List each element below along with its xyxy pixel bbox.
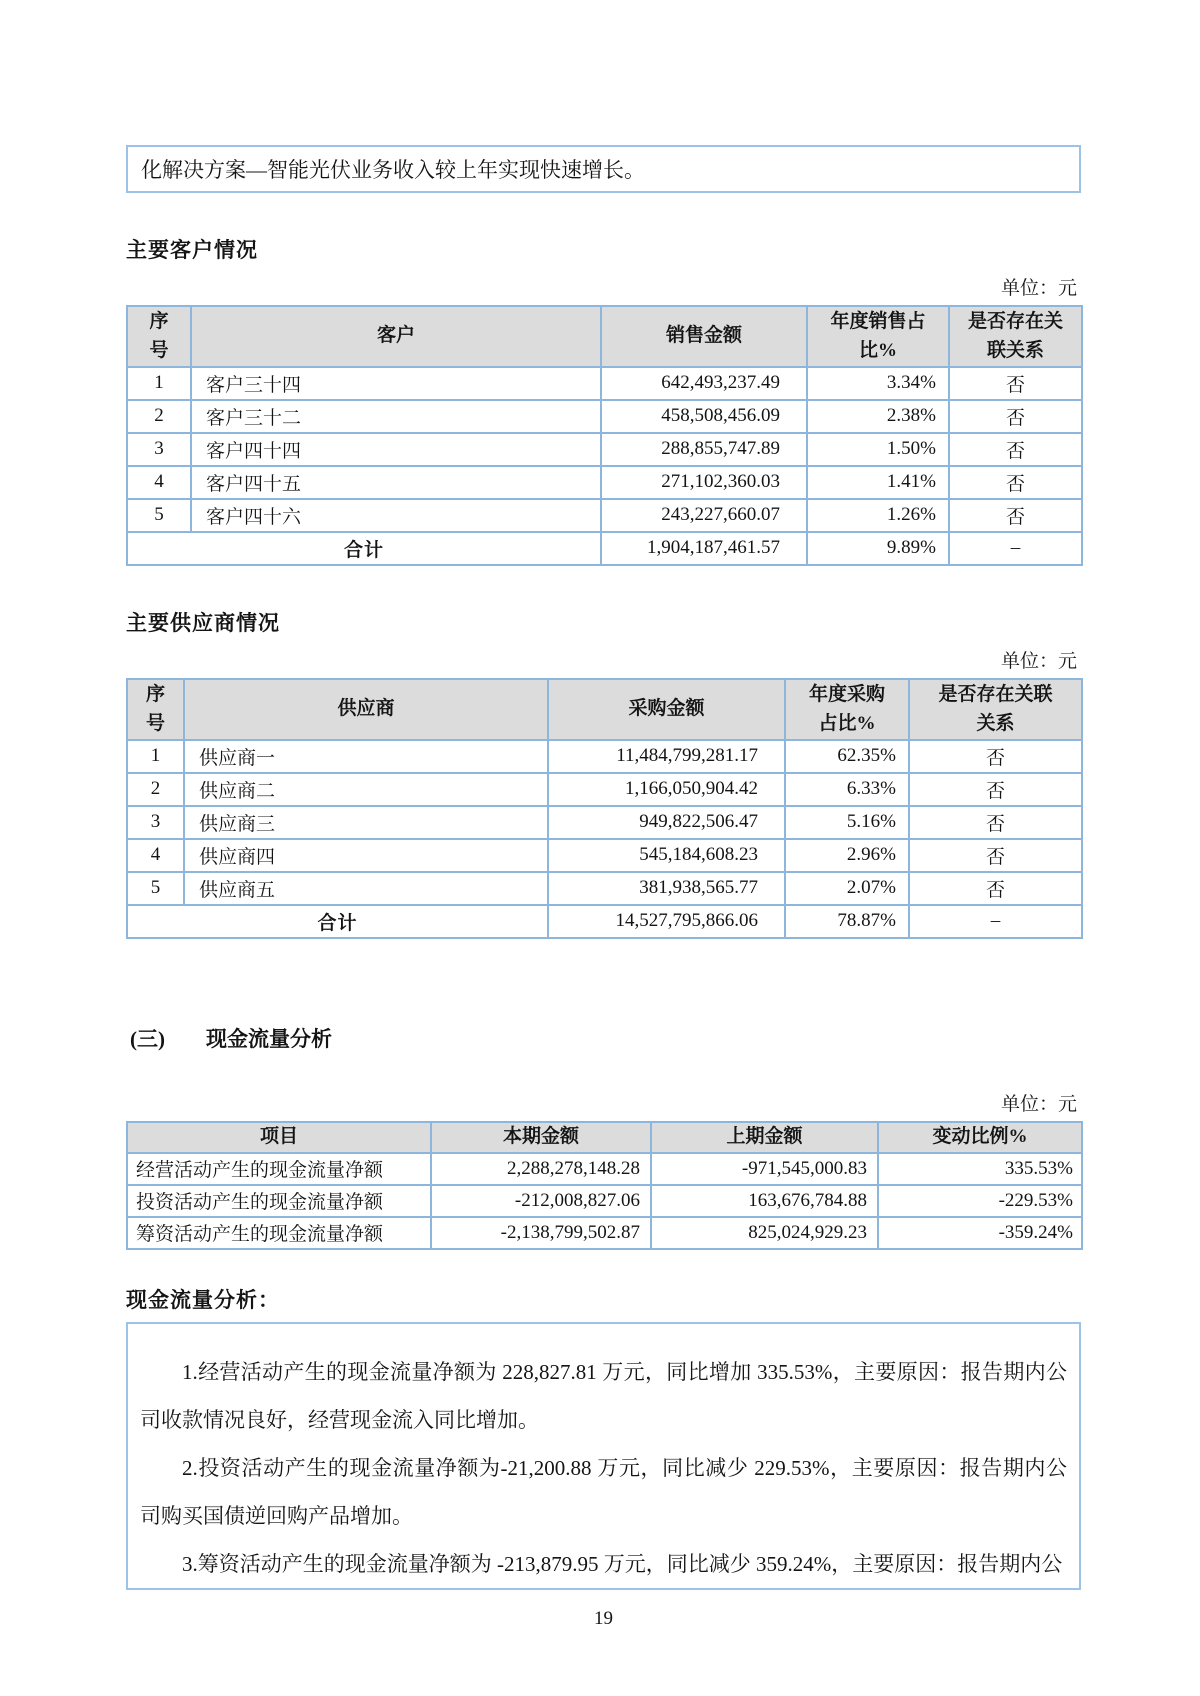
cell-amount: 381,938,565.77 (548, 872, 785, 905)
cell-no: 5 (127, 872, 184, 905)
suppliers-total-row (127, 905, 1082, 938)
cell-amount: 949,822,506.47 (548, 806, 785, 839)
cell-pct: 1.26% (807, 499, 949, 532)
total-label: 合计 (127, 532, 601, 565)
cell-no: 5 (127, 499, 191, 532)
cell-related: 否 (949, 433, 1082, 466)
cell-pct: 3.34% (807, 367, 949, 400)
column-header-item: 项目 (127, 1122, 431, 1153)
analysis-box (126, 1322, 1081, 1590)
cell-customer: 客户三十四 (191, 367, 601, 400)
cell-customer: 客户四十六 (191, 499, 601, 532)
column-header-sales-amount: 销售金额 (601, 306, 807, 367)
cell-amount: 642,493,237.49 (601, 367, 807, 400)
cashflow-row (127, 1217, 1082, 1249)
cell-pct: 5.16% (785, 806, 909, 839)
analysis-paragraph: 2.投资活动产生的现金流量净额为-21,200.88 万元，同比减少 229.53%，主要原因：报告期内公司购买国债逆回购产品增加。 (140, 1455, 1067, 1528)
column-header-customer: 客户 (191, 306, 601, 367)
cashflow-row (127, 1153, 1082, 1185)
cell-related: 否 (909, 872, 1082, 905)
customer-row (127, 400, 1082, 433)
customer-row (127, 367, 1082, 400)
unit-label: 单位：元 (1000, 278, 1077, 299)
unit-label: 单位：元 (1000, 650, 1077, 672)
unit-label: 单位：元 (1000, 1093, 1077, 1115)
cell-amount: 11,484,799,281.17 (548, 740, 785, 773)
column-header-no: 序号 (127, 306, 191, 367)
cell-item: 筹资活动产生的现金流量净额 (127, 1217, 431, 1249)
cell-amount: 545,184,608.23 (548, 839, 785, 872)
cashflow-header-row (127, 1122, 1082, 1153)
cell-related: 否 (949, 499, 1082, 532)
cell-supplier: 供应商三 (184, 806, 548, 839)
cell-customer: 客户三十二 (191, 400, 601, 433)
cell-change: 335.53% (878, 1153, 1082, 1185)
total-pct: 78.87% (785, 905, 909, 938)
column-header-purchase-pct: 年度采购占比% (785, 679, 909, 740)
customer-row (127, 466, 1082, 499)
analysis-paragraph: 3.筹资活动产生的现金流量净额为 -213,879.95 万元，同比减少 359.24%，主要原因：报告期内公 (182, 1551, 1063, 1576)
cell-supplier: 供应商二 (184, 773, 548, 806)
cell-current: 2,288,278,148.28 (431, 1153, 651, 1185)
cell-no: 1 (127, 367, 191, 400)
customers-total-row (127, 532, 1082, 565)
top-note-text: 化解决方案—智能光伏业务收入较上年实现快速增长。 (141, 158, 645, 182)
column-header-prior-amount: 上期金额 (651, 1122, 878, 1153)
supplier-row (127, 806, 1082, 839)
cashflow-section-heading: 现金流量分析 (206, 1026, 332, 1051)
page-number: 19 (594, 1607, 613, 1629)
customer-row (127, 433, 1082, 466)
cell-supplier: 供应商一 (184, 740, 548, 773)
cell-current: -2,138,799,502.87 (431, 1217, 651, 1249)
cell-no: 4 (127, 466, 191, 499)
column-header-supplier: 供应商 (184, 679, 548, 740)
cell-current: -212,008,827.06 (431, 1185, 651, 1217)
cell-pct: 6.33% (785, 773, 909, 806)
supplier-row (127, 872, 1082, 905)
cell-pct: 1.41% (807, 466, 949, 499)
cell-pct: 2.38% (807, 400, 949, 433)
cashflow-table (126, 1121, 1083, 1250)
cell-customer: 客户四十五 (191, 466, 601, 499)
cell-amount: 271,102,360.03 (601, 466, 807, 499)
column-header-no: 序号 (127, 679, 184, 740)
total-amount: 1,904,187,461.57 (601, 532, 807, 565)
cell-related: 否 (949, 466, 1082, 499)
customers-section-title: 主要客户情况 (126, 238, 258, 262)
total-label: 合计 (127, 905, 548, 938)
cell-related: 否 (949, 367, 1082, 400)
total-related: – (909, 905, 1082, 938)
cell-change: -359.24% (878, 1217, 1082, 1249)
cell-pct: 62.35% (785, 740, 909, 773)
cashflow-row (127, 1185, 1082, 1217)
total-pct: 9.89% (807, 532, 949, 565)
cell-no: 2 (127, 773, 184, 806)
customers-header-row (127, 306, 1082, 367)
cashflow-section-title (126, 1023, 1081, 1053)
cell-item: 投资活动产生的现金流量净额 (127, 1185, 431, 1217)
cell-related: 否 (909, 839, 1082, 872)
page-content (126, 145, 1081, 1630)
column-header-change-pct: 变动比例% (878, 1122, 1082, 1153)
cell-prior: 825,024,929.23 (651, 1217, 878, 1249)
supplier-row (127, 839, 1082, 872)
cell-related: 否 (949, 400, 1082, 433)
customers-table (126, 305, 1083, 566)
analysis-paragraph: 1.经营活动产生的现金流量净额为 228,827.81 万元，同比增加 335.53%，主要原因：报告期内公司收款情况良好，经营现金流入同比增加。 (140, 1359, 1067, 1432)
cell-no: 1 (127, 740, 184, 773)
cell-related: 否 (909, 740, 1082, 773)
cell-no: 2 (127, 400, 191, 433)
cashflow-section-numbering: (三) (130, 1026, 165, 1051)
cell-amount: 458,508,456.09 (601, 400, 807, 433)
suppliers-section-title: 主要供应商情况 (126, 610, 280, 635)
cell-prior: 163,676,784.88 (651, 1185, 878, 1217)
cell-no: 4 (127, 839, 184, 872)
top-note-box (126, 145, 1081, 193)
customer-row (127, 499, 1082, 532)
cell-supplier: 供应商四 (184, 839, 548, 872)
cell-pct: 1.50% (807, 433, 949, 466)
total-related: – (949, 532, 1082, 565)
cell-no: 3 (127, 806, 184, 839)
analysis-title: 现金流量分析： (126, 1287, 280, 1312)
suppliers-header-row (127, 679, 1082, 740)
cell-pct: 2.96% (785, 839, 909, 872)
cell-supplier: 供应商五 (184, 872, 548, 905)
cell-amount: 243,227,660.07 (601, 499, 807, 532)
column-header-related: 是否存在关联关系 (909, 679, 1082, 740)
column-header-current-amount: 本期金额 (431, 1122, 651, 1153)
suppliers-table (126, 678, 1083, 939)
cell-customer: 客户四十四 (191, 433, 601, 466)
cell-amount: 1,166,050,904.42 (548, 773, 785, 806)
column-header-related: 是否存在关联关系 (949, 306, 1082, 367)
cell-related: 否 (909, 806, 1082, 839)
cell-amount: 288,855,747.89 (601, 433, 807, 466)
cell-prior: -971,545,000.83 (651, 1153, 878, 1185)
cell-related: 否 (909, 773, 1082, 806)
supplier-row (127, 773, 1082, 806)
cell-change: -229.53% (878, 1185, 1082, 1217)
total-amount: 14,527,795,866.06 (548, 905, 785, 938)
column-header-purchase-amount: 采购金额 (548, 679, 785, 740)
supplier-row (127, 740, 1082, 773)
column-header-sales-pct: 年度销售占比% (807, 306, 949, 367)
cell-no: 3 (127, 433, 191, 466)
cell-pct: 2.07% (785, 872, 909, 905)
cell-item: 经营活动产生的现金流量净额 (127, 1153, 431, 1185)
